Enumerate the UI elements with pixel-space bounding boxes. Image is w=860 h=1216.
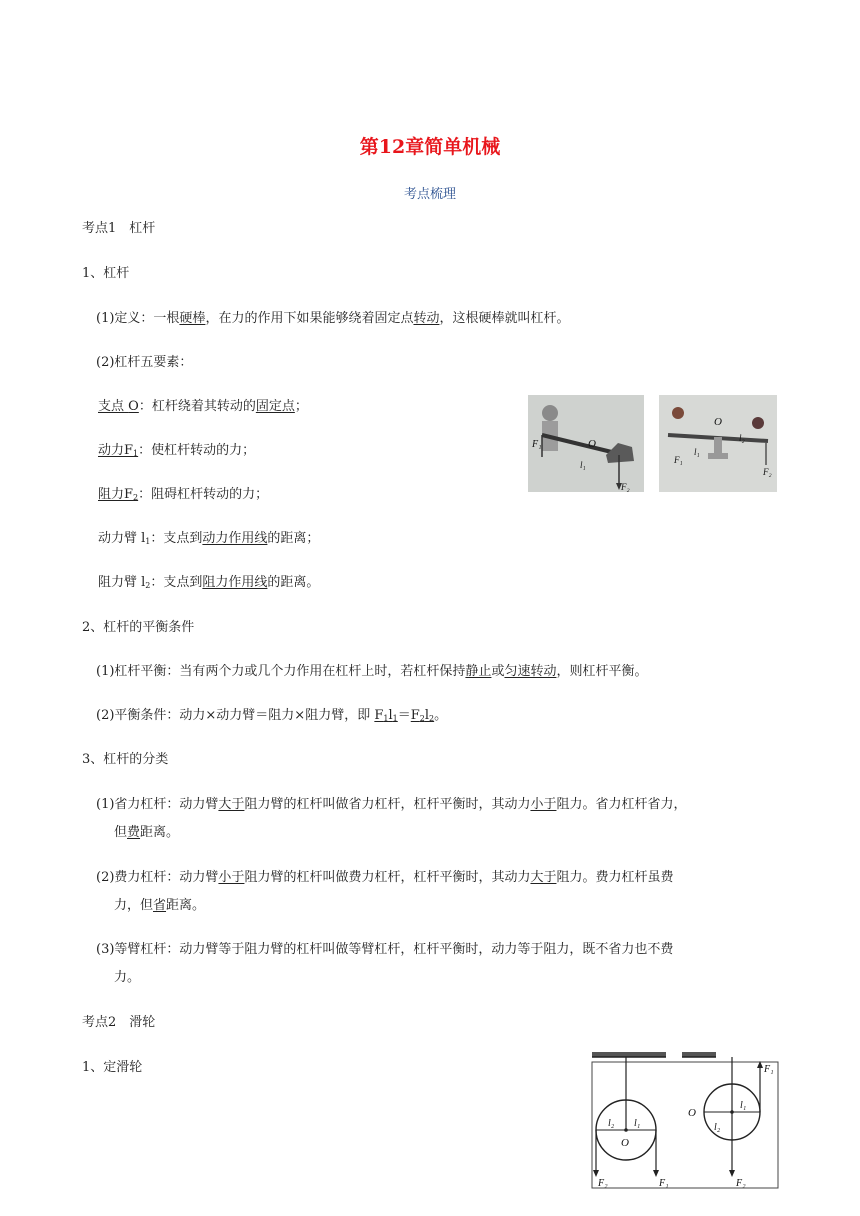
svg-text:F₂: F₂	[763, 467, 772, 477]
class-force-costing-line2: 力，但省距离。	[114, 898, 206, 913]
svg-text:F₁: F₁	[659, 1178, 669, 1189]
item-heading-fixed-pulley: 1、定滑轮	[82, 1060, 143, 1075]
svg-text:F₁: F₁	[674, 455, 683, 465]
element-resistance-arm: 阻力臂 $l_2$：支点到阻力作用线的距离。	[98, 575, 320, 590]
class-force-saving-line2: 但费距离。	[114, 825, 180, 840]
lever-definition: (1)定义：一根硬棒，在力的作用下如果能够绕着固定点转动，这根硬棒就叫杠杆。	[96, 311, 570, 326]
fixed-pulley-diagram	[586, 1050, 782, 1192]
class-force-costing-line1: (2)费力杠杆：动力臂小于阻力臂的杠杆叫做费力杠杆，杠杆平衡时，其动力大于阻力。费力杠杆虽费	[96, 870, 674, 885]
svg-text:l₂: l₂	[739, 433, 745, 443]
svg-text:l₁: l₁	[694, 447, 700, 457]
svg-text:F₁: F₁	[764, 1064, 774, 1075]
page-subtitle: 考点梳理	[403, 187, 456, 202]
svg-text:O: O	[588, 438, 596, 450]
svg-text:l₂: l₂	[714, 1122, 721, 1133]
element-effort: 动力$F_1$：使杠杆转动的力；	[98, 443, 256, 458]
keyword-rigid-bar: 硬棒	[179, 311, 206, 326]
element-effort-arm: 动力臂 $l_1$：支点到动力作用线的距离；	[98, 531, 320, 546]
page-title: 第12章简单机械	[359, 136, 501, 158]
item-heading-balance: 2、杠杆的平衡条件	[82, 620, 195, 635]
svg-text:l₁: l₁	[740, 1100, 747, 1111]
element-fulcrum: 支点 O：杠杆绕着其转动的固定点；	[98, 399, 308, 414]
lever-illustrations	[528, 395, 778, 493]
svg-text:F₂: F₂	[621, 482, 630, 492]
section-heading-pulley: 考点2 滑轮	[82, 1015, 156, 1030]
item-heading-lever: 1、杠杆	[82, 266, 130, 281]
keyword-rotate: 转动	[413, 311, 440, 326]
svg-text:l₁: l₁	[634, 1118, 641, 1129]
section-heading-lever: 考点1 杠杆	[82, 221, 156, 236]
five-elements-heading: (2)杠杆五要素：	[96, 355, 193, 370]
svg-text:O: O	[714, 416, 722, 428]
item-heading-classification: 3、杠杆的分类	[82, 752, 169, 767]
class-equal-arm-line1: (3)等臂杠杆：动力臂等于阻力臂的杠杆叫做等臂杠杆，杠杆平衡时，动力等于阻力，既不省力也不费	[96, 942, 674, 957]
svg-text:F₂: F₂	[598, 1178, 608, 1189]
element-resistance: 阻力$F_2$：阻碍杠杆转动的力；	[98, 487, 269, 502]
svg-text:F₂: F₂	[736, 1178, 746, 1189]
svg-text:l₁: l₁	[580, 460, 586, 470]
svg-text:F₁: F₁	[532, 439, 542, 450]
class-force-saving-line1: (1)省力杠杆：动力臂大于阻力臂的杠杆叫做省力杠杆，杠杆平衡时，其动力小于阻力。省力杠杆省力，	[96, 797, 687, 812]
balance-condition: (2)平衡条件：动力×动力臂＝阻力×阻力臂，即 $F_1l_1=F_2l_2$。	[96, 708, 448, 723]
svg-text:O: O	[688, 1107, 696, 1119]
class-equal-arm-line2: 力。	[114, 970, 141, 985]
balance-definition: (1)杠杆平衡：当有两个力或几个力作用在杠杆上时，若杠杆保持静止或匀速转动，则杠杆平衡。	[96, 664, 648, 679]
svg-text:O: O	[621, 1137, 629, 1149]
svg-text:l₂: l₂	[608, 1118, 615, 1129]
